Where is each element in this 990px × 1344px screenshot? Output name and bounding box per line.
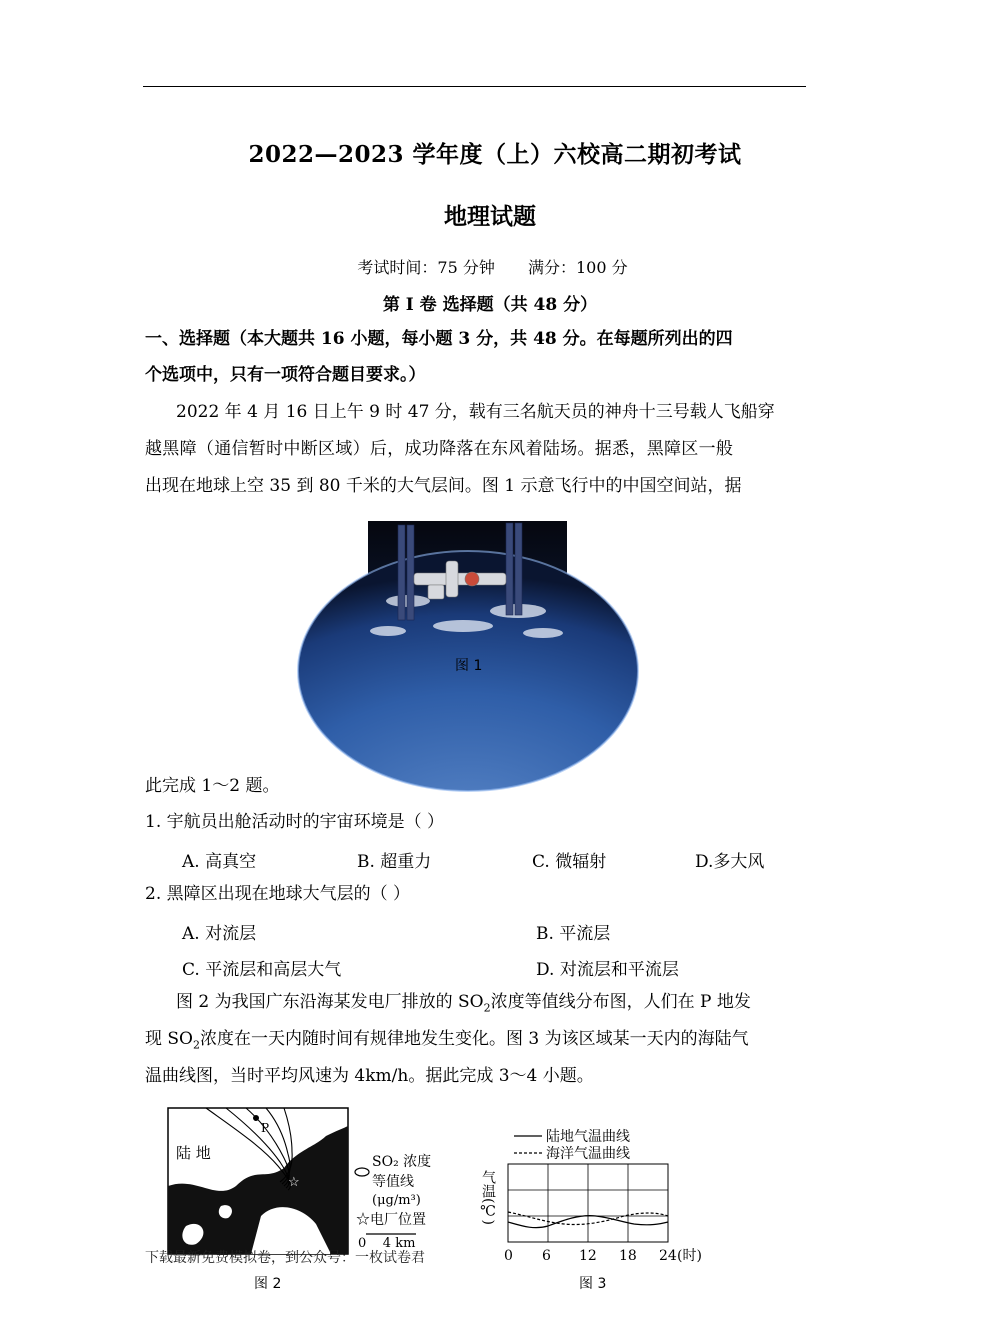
part-title: 第 I 卷 选择题（共 48 分）	[382, 295, 598, 315]
exam-title: 2022—2023 学年度（上）六校高二期初考试	[248, 141, 742, 168]
full-score: 满分：100 分	[527, 258, 628, 277]
figure2-caption: 图 2	[254, 1276, 282, 1292]
x-tick-0: 0	[504, 1248, 513, 1264]
question-1-option-c: C. 微辐射	[532, 852, 607, 872]
instructions-line-1: 一、选择题（本大题共 16 小题，每小题 3 分，共 48 分。在每题所列出的四	[145, 329, 733, 349]
legend-plant: ☆电厂位置	[356, 1212, 426, 1228]
figure3-chart	[480, 1122, 724, 1267]
question-2-stem: 2. 黑障区出现在地球大气层的（ ）	[145, 884, 411, 904]
question-2-option-d: D. 对流层和平流层	[536, 960, 679, 980]
instructions-line-2: 个选项中，只有一项符合题目要求。）	[145, 365, 426, 385]
x-tick-24: 24	[659, 1248, 677, 1264]
question-1-option-a: A. 高真空	[182, 852, 257, 872]
scale-label: 0 4 km	[358, 1236, 416, 1251]
passage1-line-1: 2022 年 4 月 16 日上午 9 时 47 分，载有三名航天员的神舟十三号载人飞船穿	[176, 402, 775, 422]
subject-title: 地理试题	[444, 203, 536, 230]
passage2-line-3: 温曲线图，当时平均风速为 4km/h。据此完成 3～4 小题。	[145, 1066, 594, 1086]
question-1-option-d: D.多大风	[695, 852, 765, 872]
question-1-option-b: B. 超重力	[357, 852, 432, 872]
x-tick-12: 12	[579, 1248, 597, 1264]
exam-time: 考试时间：75 分钟	[357, 258, 495, 277]
label-sea: 海 洋	[274, 1218, 309, 1236]
question-2-option-c: C. 平流层和高层大气	[182, 960, 342, 980]
figure3-caption: 图 3	[579, 1276, 607, 1292]
watermark: 下载最新免费模拟卷，到公众号：一枚试卷君	[145, 1250, 425, 1266]
space-station-photo	[368, 521, 567, 643]
label-p: P	[261, 1121, 270, 1135]
isoline-legend-icon	[355, 1168, 369, 1176]
figure2-map	[166, 1106, 466, 1256]
question-1-stem: 1. 宇航员出舱活动时的宇宙环境是（ ）	[145, 812, 445, 832]
passage1-line-3: 出现在地球上空 35 到 80 千米的大气层间。图 1 示意飞行中的中国空间站，据	[145, 476, 742, 496]
exam-info	[0, 255, 985, 278]
point-p-marker	[253, 1115, 259, 1121]
x-tick-6: 6	[542, 1248, 551, 1264]
legend-land: 陆地气温曲线	[546, 1129, 630, 1145]
question-2-option-b: B. 平流层	[536, 924, 611, 944]
label-land: 陆 地	[176, 1144, 211, 1162]
question-2-option-a: A. 对流层	[182, 924, 257, 944]
legend-isoline: 等值线	[372, 1174, 414, 1190]
header-rule	[143, 86, 806, 87]
y-axis-label: 气温(℃)	[480, 1170, 496, 1225]
x-unit: (时)	[677, 1248, 702, 1264]
passage1-line-4: 此完成 1～2 题。	[145, 776, 280, 796]
passage2-line-2: 现 $SO_2$浓度在一天内随时间有规律地发生变化。图 3 为该区域某一天内的海陆气	[145, 1029, 749, 1052]
x-tick-18: 18	[619, 1248, 637, 1264]
passage1-line-2: 越黑障（通信暂时中断区域）后，成功降落在东风着陆场。据悉，黑障区一般	[145, 439, 734, 459]
legend-so2: SO₂ 浓度	[372, 1154, 432, 1170]
figure1-caption: 图 1	[455, 658, 483, 674]
legend-unit: (μg/m³)	[372, 1193, 421, 1208]
plant-star-icon: ☆	[288, 1175, 300, 1190]
legend-sea: 海洋气温曲线	[546, 1146, 630, 1162]
passage2-line-1: 图 2 为我国广东沿海某发电厂排放的 $SO_2$浓度等值线分布图，人们在 P 地发	[176, 992, 751, 1015]
